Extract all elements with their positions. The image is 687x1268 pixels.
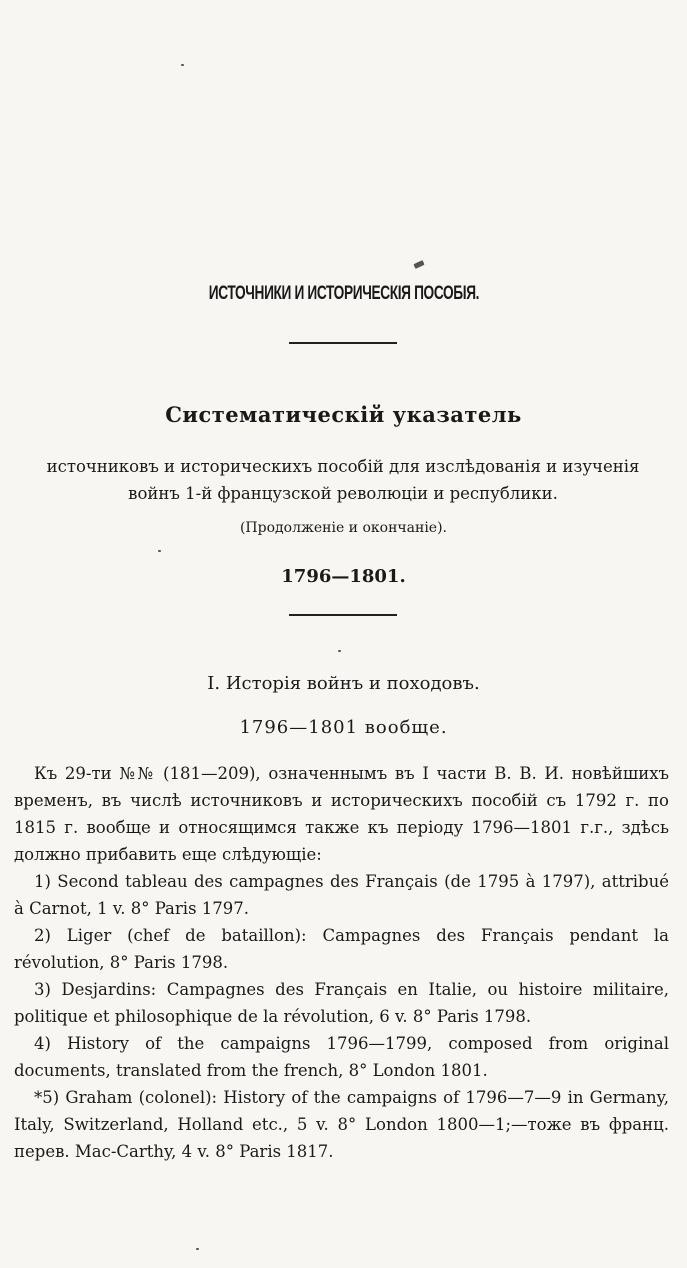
list-item: 1) Second tableau des campagnes des Français (de 1795 à 1797), attribué à Carnot, 1 v. 8° Paris 1797. [14, 872, 669, 918]
body-text [14, 760, 669, 1165]
subtitle-block [14, 453, 672, 507]
divider-rule [289, 614, 397, 616]
scan-speck [413, 260, 424, 269]
scan-speck [338, 650, 341, 652]
scan-speck [181, 64, 184, 66]
subtitle-line: источниковъ и историческихъ пособій для изслѣдованія и изученія [46, 457, 640, 476]
list-item: 3) Desjardins: Campagnes des Français en Italie, ou histoire militaire, politique et philosophique de la révolution, 6 v. 8° Paris 1798. [14, 980, 669, 1026]
section-heading: ИСТОЧНИКИ И ИСТОРИЧЕСКІЯ ПОСОБІЯ. [208, 283, 480, 304]
list-item: 2) Liger (chef de bataillon): Campagnes des Français pendant la révolution, 8° Paris 1798. [14, 926, 669, 972]
scan-speck [158, 550, 161, 552]
list-item: *5) Graham (colonel): History of the campaigns of 1796—7—9 in Germany, Italy, Switzerland, Holland etc., 5 v. 8° London 1800—1;—тоже въ франц. перев. Mac-Carthy, 4 v. 8° Paris 1817. [14, 1088, 669, 1161]
continuation-note: (Продолженіе и окончаніе). [239, 520, 448, 536]
years-heading: 1796—1801. [281, 566, 406, 587]
document-title: Систематическій указатель [165, 402, 522, 427]
scan-speck [196, 1248, 199, 1250]
intro-paragraph: Къ 29-ти №№ (181—209), означеннымъ въ I части В. В. И. новѣйшихъ временъ, въ числѣ источниковъ и историческихъ пособій съ 1792 г. по 1815 г. вообще и относящимся также къ періоду 1796—1801 г.г., здѣсь должно прибавить еще слѣдующіе: [14, 764, 669, 864]
subtitle-line: войнъ 1-й французской революціи и республики. [128, 484, 558, 503]
list-item: 4) History of the campaigns 1796—1799, composed from original documents, translated from the french, 8° London 1801. [14, 1034, 669, 1080]
divider-rule [289, 342, 397, 344]
chapter-heading: I. Исторія войнъ и походовъ. [207, 673, 480, 694]
chapter-subheading: 1796—1801 вообще. [239, 717, 448, 738]
